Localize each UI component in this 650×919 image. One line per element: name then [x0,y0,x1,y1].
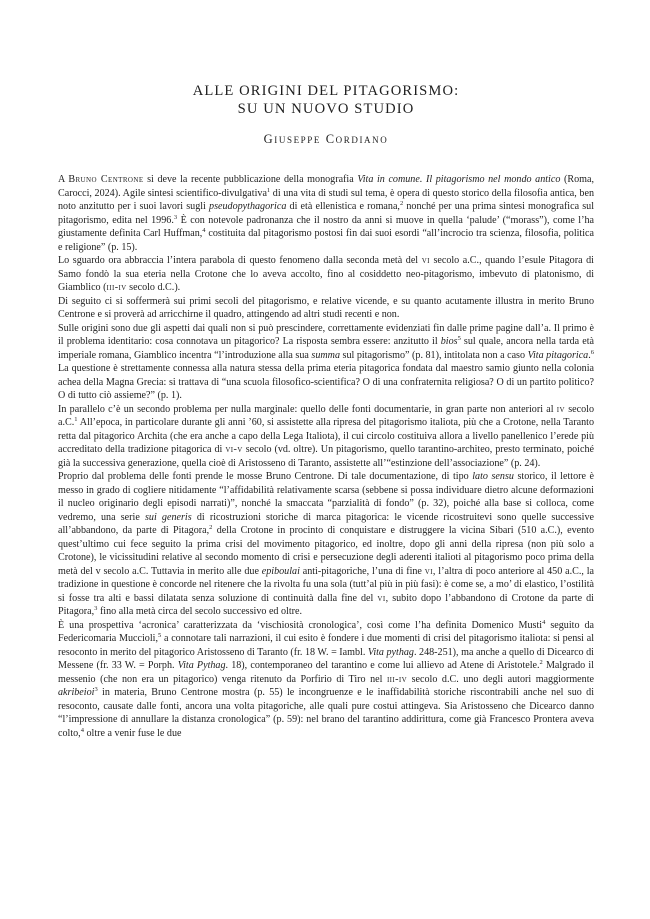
text-run: , subito dopo l’abbandono di Crotone da parte di Pitagora, [58,592,594,617]
footnote-marker: 4 [202,227,206,234]
text-run: Sulle origini sono due gli aspetti dai quali non si può prescindere, correttamente evidenziati fin dalle prime pagine dall’a. Il primo è il problema identitario: cosa connotava un pitagorico? La risposta sembra essere: anzitutto il [58,322,594,347]
text-run: Bruno Centrone [68,174,144,185]
text-run: In parallelo c’è un secondo problema per nulla marginale: quello delle fonti documentarie, in gran parte non anteriori al [58,403,557,415]
text-run: vi [377,592,386,604]
text-run: della Crotone in procinto di conquistare e distruggere la vicina Sibari (510 a.C.), evento quest’ultimo cui fece seguito la prima crisi del movimento pitagorico, ed inoltre, dopo gli anni della ripresa (non più solo a Crotone), le vicissitudini relative al secondo momento di crisi e persecuzione degli aderenti italioti al pitagorismo poco prima della metà del v secolo a.C. Tuttavia in merito alle due [58,525,594,577]
text-run: seguito da Federicomaria Muccioli, [58,619,595,644]
text-run: Vita pitagorica [527,349,589,361]
text-run: iv [556,403,565,415]
text-run: Vita pythag [367,646,414,658]
title-line-2: SU UN NUOVO STUDIO [237,101,415,117]
footnote-marker: 4 [542,618,546,626]
text-run: epiboulai [261,565,300,577]
footnote-marker: 3 [173,213,178,221]
footnote-marker: 5 [457,335,461,342]
text-run: Vita Pythag [177,660,226,671]
text-run: secolo a.C. [58,403,594,428]
paragraph-7 [58,619,594,741]
text-run: summa [311,349,340,361]
text-run: costituita dal pitagorismo postosi fin dai suoi esordi “all’incrocio tra scienza, filosofia, politica e religione” (p. 15). [58,228,594,253]
text-run: vi-v [225,444,243,455]
footnote-marker: 2 [539,659,543,666]
text-run: È una prospettiva ‘acronica’ caratterizzata da ‘vischiosità cronologica’, così come l’ha definita Domenico Musti [58,619,543,631]
text-run: iii-iv [106,282,127,293]
text-run: di ricostruzioni storiche di marca pitagorica: le vicende ricostruitevi sono quelle successive all’abbandono, da parte di Pitagora, [58,511,594,536]
paragraph-4 [58,322,594,403]
text-run: secolo d.C.). [126,282,181,293]
text-run: di una vita di studi sul tema, è opera di questo storico della filosofia antica, ben noto anzitutto per i suoi lavori sugli [58,187,594,212]
text-run: All’epoca, in particolare durante gli anni ’60, si assistette alla ripresa del pitagorismo italiota, più che a Crotone, nella Taranto retta dal pitagorico Archita (che era anche a capo della Lega Italiota), il cui circolo costituiva allora a livello panellenico l’erede più accreditato della tradizione pitagorica di [58,417,594,455]
footnote-marker: 4 [80,726,84,734]
title-line-1: ALLE ORIGINI DEL PITAGORISMO: [192,83,460,99]
text-run: Lo sguardo ora abbraccia l’intera parabola di questo fenomeno dalla seconda metà del [58,255,422,266]
text-run: in materia, Bruno Centrone mostra (p. 55) le incongruenze e le inaffidabilità storiche riscontrabili anche nel suo di resoconto, causate dalle fonti, ancora una volta pitagoriche, alle quali pure costui attingeva. Sia Aristosseno che Dicearco danno “l’impressione di annullare la distanza cronologica” (p. 59): nel brano del tarantino addirittura, come già Francesco Prontera aveva colto, [58,687,594,739]
text-run: akribeioi [58,687,95,698]
text-run: vi [421,255,430,266]
footnote-marker: 1 [74,416,78,423]
text-run: a connotare tali narrazioni, il cui esito è fondere i due momenti di crisi del pitagorismo italiota: si pensi al resoconto in merito del pitagorico Aristosseno di Taranto (fr. 18 W. = Iambl. [58,633,594,658]
footnote-marker: 5 [158,632,162,639]
text-run: La questione è strettamente connessa alla natura stessa della prima eteria pitagorica fondata dal maestro samio giunto nella colonia achea della Magna Grecia: si trattava di “una scuola filosofico-scientifica? O di una confraternita religiosa? O di un partito politico? O di tutto ciò assieme?” (p. 1). [58,363,594,401]
text-run: . [588,349,591,361]
footnote-marker: 3 [94,686,98,693]
paragraph-5 [58,403,594,471]
text-run: pseudopythagorica [209,201,287,212]
text-run: sul quale, ancora nella tarda età imperiale romana, Giamblico incentra “l’introduzione alla sua [58,336,594,361]
text-run: lato sensu [472,471,514,482]
text-run: bios [440,336,458,347]
text-run: vi [424,565,433,577]
text-run: nonché per una prima sintesi monografica sul pitagorismo, edita nel 1996. [58,201,594,226]
text-run: (Roma, Carocci, 2024). Agile sintesi scientifico-divulgativa [58,174,594,199]
paragraph-6 [58,470,594,619]
text-run: Di seguito ci si soffermerà sui primi secoli del pitagorismo, e relative vicende, e su quanto acutamente illustra in merito Bruno Centrone e si proverà ad arricchirne il quadro, attingendo ad altri studi recenti e non. [58,295,594,320]
text-run: si deve la recente pubblicazione della monografia [143,174,358,185]
text-run: oltre a venir fuse le due [83,727,182,739]
text-run: secolo (vd. oltre). Un pitagorismo, quello tarantino-architeo, presto terminato, poiché già la successiva generazione, quella cioè di Aristosseno di Taranto, assistette all’“estinzione dell’associazione” (p. 24). [58,444,594,469]
text-run: sui generis [144,511,192,523]
author-name: Giuseppe Cordiano [263,132,389,146]
text-run: anti-pitagoriche, l’una di fine [299,565,425,577]
text-run: storico, il lettore è messo in grado di cogliere nitidamente “l’affidabilità relativamente scarsa (sebbene si possa individuare dietro alcune deformazioni il nucleo originario degli episodi narrati)”, nonché la smaccata “parzialità di fondo” (p. 32), poiché alla base si colloca, come vedremo, una serie [58,471,594,523]
text-run: . 18), contemporaneo del tarantino e come lui allievo ad Atene di Aristotele. [225,660,540,671]
text-run: secolo a.C., quando l’esule Pitagora di Samo fondò la sua eteria nella Crotone che lo aveva accolto, fino al cosiddetto neo-pitagorismo, imbevuto di platonismo, di Giamblico ( [58,255,594,293]
text-run: È con notevole padronanza che il nostro da anni si muove in quella ‘palude’ (“morass”), come l’ha giustamente definita Carl Huffman, [58,214,594,239]
text-run: fino alla metà circa del secolo successivo ed oltre. [97,606,303,617]
text-run: iii-iv [386,673,408,685]
text-run: . 248-251), ma anche a quello di Dicearco di Messene (fr. 33 W. = Porph. [58,646,594,671]
text-run: Vita in comune. Il pitagorismo nel mondo antico [357,174,561,185]
text-run: Malgrado il messenio (che non era un pitagorico) venga ritenuto da Porfirio di Tiro nel [58,660,594,685]
article-body [58,173,594,740]
paragraph-3 [58,295,594,322]
footnote-marker: 2 [399,200,404,207]
paragraph-1 [58,173,594,254]
text-run: sul pitagorismo” (p. 81), intitolata non a caso [340,349,528,361]
footnote-marker: 1 [266,186,271,194]
text-run: A [58,174,69,185]
footnote-marker: 2 [209,524,213,531]
article-title [58,82,594,118]
text-run: di età ellenistica e romana, [286,201,400,212]
text-run: secolo d.C. uno degli autori maggiormente [407,673,594,685]
footnote-marker: 3 [94,605,98,612]
text-run: Proprio dal problema delle fonti prende le mosse Bruno Centrone. Di tale documentazione, di tipo [58,471,473,482]
footnote-marker: 6 [590,348,594,356]
paragraph-2 [58,254,594,295]
text-run: , l’altra di poco anteriore al 450 a.C., la tradizione in questione è concorde nel ritenere che la rivolta fu una sola (tutt’al più in più fasi): è come se, a mo’ di elastico, l’ostilità si fosse tra alti e bassi dilatata senza soluzione di continuità dalla fine del [58,565,594,604]
